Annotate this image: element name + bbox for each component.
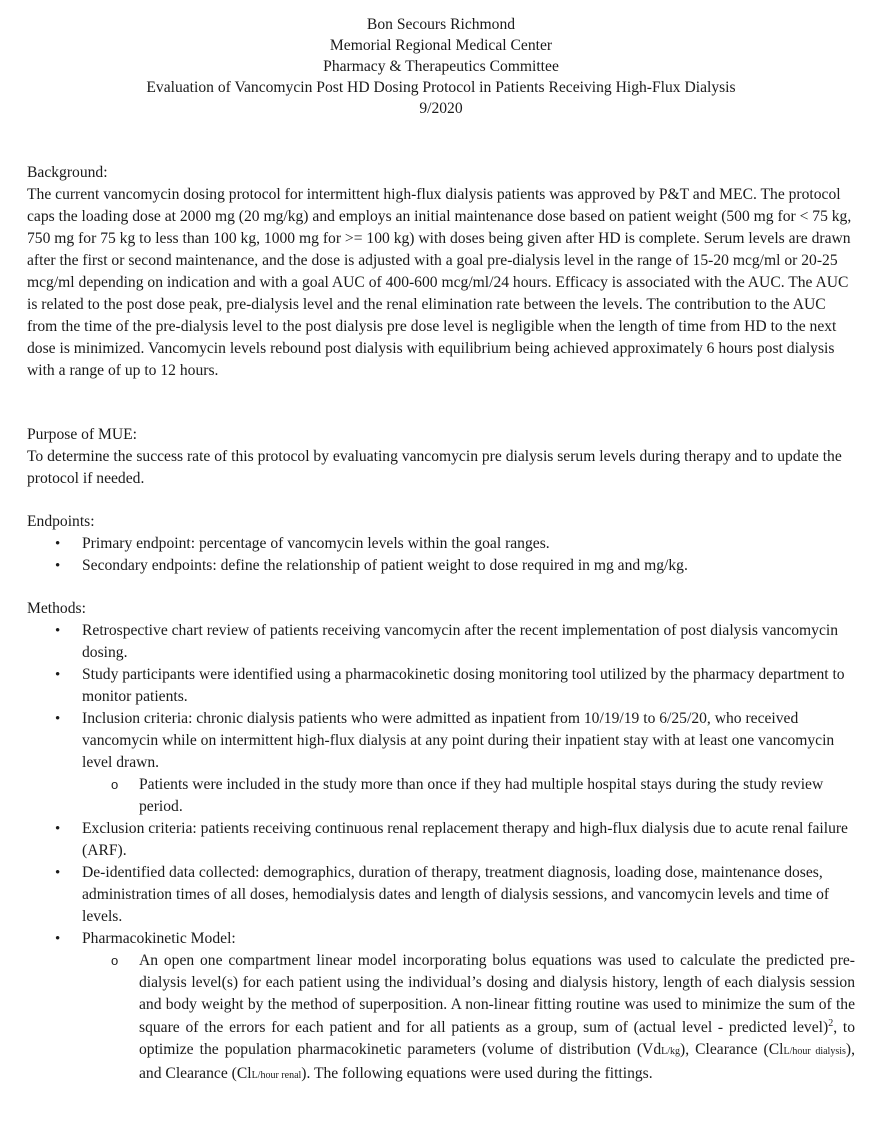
endpoint-item-primary: • Primary endpoint: percentage of vancomycin levels within the goal ranges. [27, 533, 855, 555]
methods-list [27, 620, 855, 774]
purpose-heading: Purpose of MUE: [27, 426, 138, 443]
pk-superscript-2: 2 [828, 1017, 834, 1029]
pk-text-part5: ). The following equations were used during the fittings. [301, 1065, 653, 1083]
purpose-section [27, 424, 855, 490]
background-heading: Background: [27, 164, 108, 181]
pk-subscript-vd: L/kg [661, 1045, 681, 1057]
pk-text-part2: , to optimize the population pharmacokinetic parameters (volume of distribution (Vd [139, 1018, 855, 1058]
committee-name: Pharmacy & Therapeutics Committee [323, 58, 559, 75]
endpoint-item-secondary: • Secondary endpoints: define the relationship of patient weight to dose required in mg and mg/kg. [27, 555, 855, 577]
methods-heading: Methods: [27, 600, 86, 617]
pk-subscript-cl-renal: L/hour renal [251, 1070, 302, 1082]
background-section [27, 162, 855, 382]
pk-model-subitem [27, 950, 855, 1087]
method-item-participants: • Study participants were identified using a pharmacokinetic dosing monitoring tool utilized by the pharmacy department to monitor patients. [27, 664, 855, 708]
inclusion-criteria-text: Inclusion criteria: chronic dialysis patients who were admitted as inpatient from 10/19/19 to 6/25/20, who received vancomycin while on intermittent high-flux dialysis at any point during their inpatient stay with at least one vancomycin level drawn. [82, 710, 835, 771]
institution-name: Bon Secours Richmond [366, 16, 516, 33]
pk-text-part1: An open one compartment linear model incorporating bolus equations was used to calculate the predicted pre-dialysis level(s) for each patient using the individual’s dosing and dialysis history, length of each dialysis session and body weight by the method of superposition. A non-linear fitting routine was used to minimize the sum of the square of the errors for each patient and for all patients as a group, sum of (actual level - predicted level) [139, 952, 855, 1036]
methods-section [27, 598, 855, 1087]
method-item-pk-model: • Pharmacokinetic Model: [27, 928, 855, 950]
pk-model-sublist [27, 950, 855, 1087]
purpose-text: To determine the success rate of this protocol by evaluating vancomycin pre dialysis serum levels during therapy and to update the protocol if needed. [27, 448, 842, 487]
pk-text-part3: ), Clearance (Cl [680, 1040, 784, 1058]
document-title: Evaluation of Vancomycin Post HD Dosing Protocol in Patients Receiving High-Flux Dialysis [146, 79, 736, 96]
endpoints-list [27, 533, 855, 577]
inclusion-subitem: o Patients were included in the study more than once if they had multiple hospital stays during the study review period. [27, 774, 855, 818]
endpoints-section [27, 511, 855, 577]
pk-text-part4: ), and Clearance (Cl [139, 1040, 855, 1083]
medical-center-name: Memorial Regional Medical Center [329, 37, 553, 54]
method-item-retrospective: • Retrospective chart review of patients receiving vancomycin after the recent implementation of post dialysis vancomycin dosing. [27, 620, 855, 664]
method-item-inclusion [27, 708, 855, 774]
pk-subscript-cl-dialysis: L/hour dialysis [783, 1045, 846, 1057]
document-page [27, 14, 855, 1087]
document-header [27, 14, 855, 119]
method-item-exclusion: • Exclusion criteria: patients receiving continuous renal replacement therapy and high-flux dialysis due to acute renal failure (ARF). [27, 818, 855, 862]
background-text: The current vancomycin dosing protocol for intermittent high-flux dialysis patients was approved by P&T and MEC. The protocol caps the loading dose at 2000 mg (20 mg/kg) and employs an initial maintenance dose based on patient weight (500 mg for < 75 kg, 750 mg for 75 kg to less than 100 kg, 1000 mg for >= 100 kg) with doses being given after HD is complete. Serum levels are drawn after the first or second maintenance, and the dose is adjusted with a goal pre-dialysis level in the range of 15-20 mcg/ml or 20-25 mcg/ml depending on indication and with a goal AUC of 400-600 mcg/ml/24 hours. Efficacy is associated with the AUC. The AUC is related to the post dose peak, pre-dialysis level and the renal elimination rate between the levels. The contribution to the AUC from the time of the pre-dialysis level to the post dialysis pre dose level is negligible when the length of time from HD to the next dose is minimized. Vancomycin levels rebound post dialysis with equilibrium being achieved approximately 6 hours post dialysis with a range of up to 12 hours. [27, 186, 852, 379]
document-date: 9/2020 [419, 100, 463, 117]
method-item-data-collected: • De-identified data collected: demographics, duration of therapy, treatment diagnosis, loading dose, maintenance doses, administration times of all doses, hemodialysis dates and length of dialysis sessions, and vancomycin levels and time of levels. [27, 862, 855, 928]
inclusion-sublist [27, 774, 855, 818]
methods-list-continued [27, 818, 855, 950]
endpoints-heading: Endpoints: [27, 513, 95, 530]
